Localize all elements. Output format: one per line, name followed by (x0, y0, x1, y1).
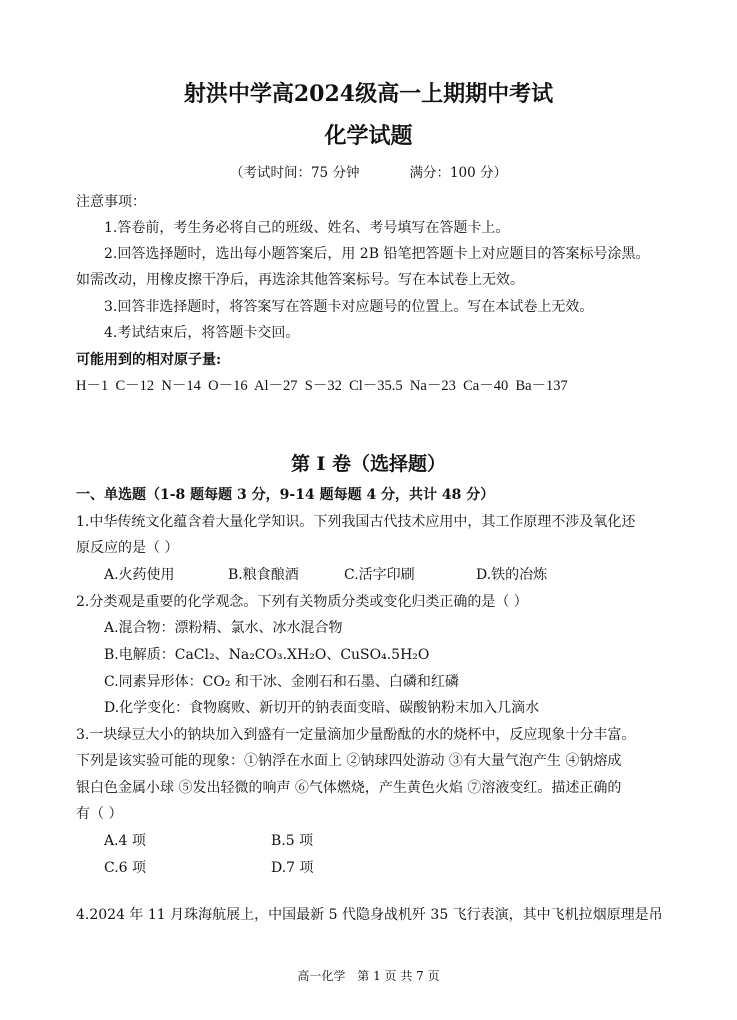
q4-stem-1: 4.2024 年 11 月珠海航展上，中国最新 5 代隐身战机歼 35 飞行表演，其中飞机拉烟原理是吊 (76, 907, 663, 923)
atoms-values: H－1 C－12 N－14 O－16 Al－27 S－32 Cl－35.5 Na－23 Ca－40 Ba－137 (76, 378, 568, 394)
q1-options (104, 566, 547, 584)
q1-option-d: D.铁的冶炼 (476, 567, 548, 583)
exam-info (0, 164, 737, 182)
q3-stem-4: 有（ ） (76, 806, 123, 822)
q3-stem-2: 下列是该实验可能的现象：①钠浮在水面上 ②钠球四处游动 ③有大量气泡产生 ④钠熔成 (76, 753, 622, 769)
page-footer (0, 968, 737, 984)
q1-stem-1: 1.中华传统文化蕴含着大量化学知识。下列我国古代技术应用中，其工作原理不涉及氧化还 (76, 514, 636, 530)
footer-page: 第 1 页 共 7 页 (357, 969, 440, 983)
section-title: 第 I 卷（选择题） (290, 453, 447, 475)
q2-option-a: A.混合物：漂粉精、氯水、冰水混合物 (104, 620, 343, 636)
q1-option-b: B.粮食酿酒 (228, 567, 299, 583)
notice-item-2-cont: 如需改动，用橡皮擦干净后，再选涂其他答案标号。写在本试卷上无效。 (76, 272, 524, 288)
q2-stem: 2.分类观是重要的化学观念。下列有关物质分类或变化归类正确的是（ ） (76, 594, 528, 610)
q3-option-c: C.6 项 (104, 860, 147, 876)
notice-item-4: 4.考试结束后，将答题卡交回。 (104, 325, 300, 341)
q3-option-a: A.4 项 (104, 833, 146, 849)
q3-stem-1: 3.一块绿豆大小的钠块加入到盛有一定量滴加少量酚酞的水的烧杯中，反应现象十分丰富。 (76, 727, 636, 743)
q3-stem-3: 银白色金属小球 ⑤发出轻微的响声 ⑥气体燃烧，产生黄色火焰 ⑦溶液变红。描述正确的 (76, 780, 622, 796)
exam-score: 满分：100 分） (409, 165, 508, 181)
q1-option-a: A.火药使用 (104, 567, 175, 583)
exam-time: （考试时间：75 分钟 (229, 165, 360, 181)
exam-title: 射洪中学高2024级高一上期期中考试 (183, 81, 554, 107)
atoms-heading: 可能用到的相对原子量: (76, 352, 222, 368)
notice-item-1: 1.答卷前，考生务必将自己的班级、姓名、考号填写在答题卡上。 (104, 220, 510, 236)
q3-option-d: D.7 项 (271, 860, 314, 876)
q1-stem-2: 原反应的是（ ） (76, 540, 179, 556)
q3-option-b: B.5 项 (271, 833, 314, 849)
notice-item-2: 2.回答选择题时，选出每小题答案后，用 2B 铅笔把答题卡上对应题目的答案标号涂黑。 (104, 246, 650, 262)
notice-heading: 注意事项： (76, 194, 146, 210)
footer-subject: 高一化学 (297, 969, 346, 983)
q3-options-row-1 (104, 832, 313, 850)
q2-option-b: B.电解质：CaCl₂、Na₂CO₃.XH₂O、CuSO₄.5H₂O (104, 647, 430, 663)
notice-item-3: 3.回答非选择题时，将答案写在答题卡对应题号的位置上。写在本试卷上无效。 (104, 299, 594, 315)
q1-option-c: C.活字印刷 (344, 567, 415, 583)
q2-option-c: C.同素异形体：CO₂ 和干冰、金刚石和石墨、白磷和红磷 (104, 674, 459, 690)
section-part: 一、单选题（1-8 题每题 3 分，9-14 题每题 4 分，共计 48 分） (76, 487, 495, 503)
q2-option-d: D.化学变化：食物腐败、新切开的钠表面变暗、碳酸钠粉末加入几滴水 (104, 700, 540, 716)
exam-subject: 化学试题 (324, 123, 413, 149)
q3-options-row-2 (104, 859, 314, 877)
